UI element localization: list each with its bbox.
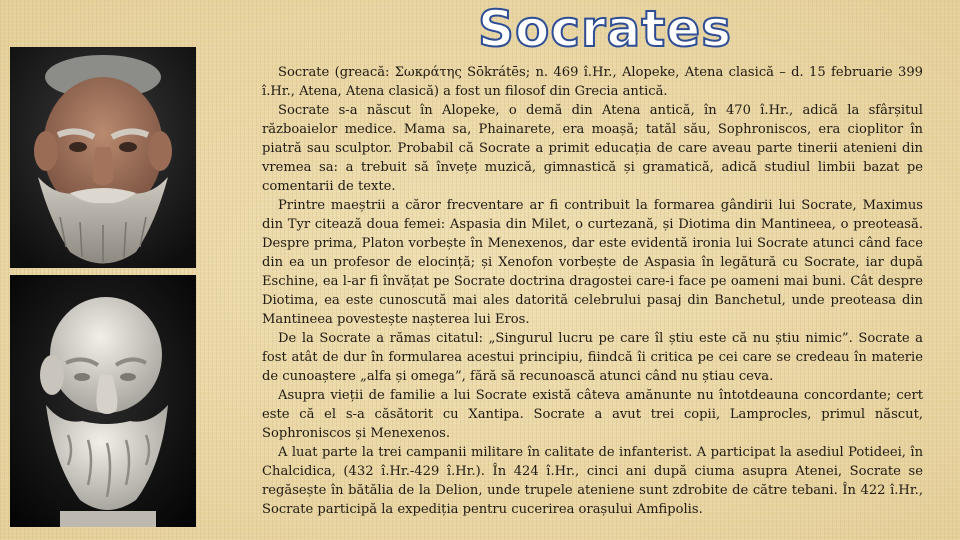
marble-bust-image — [10, 275, 196, 527]
biography-text — [262, 63, 923, 519]
socrates-marble-bust — [10, 275, 196, 527]
page-title: Socrates — [478, 0, 732, 58]
paragraph-birth: Socrate s-a născut în Alopeke, o demă din Atena antică, în 470 î.Hr., adică la sfârșitul războaielor medice. Mama sa, Phainarete, era moașă; tatăl său, Sophroniscos, era cioplitor în piatră sau sculptor. Probabil că Socrate a primit educația de care aveau parte tinerii atenieni din vremea sa: a trebuit să învețe muzică, gimnastică și gramatică, adică studiul limbii bazat pe comentarii de texte. — [262, 103, 923, 194]
paragraph-intro: Socrate (greacă: Σωκράτης Sōkrátēs; n. 469 î.Hr., Alopeke, Atena clasică – d. 15 februarie 399 î.Hr., Atena, Atena clasică) a fost un filosof din Grecia antică. — [262, 65, 923, 99]
paragraph-military: A luat parte la trei campanii militare în calitate de infanterist. A participat la asediul Potideei, în Chalcidica, (432 î.Hr.-429 î.Hr.). În 424 î.Hr., cinci ani după ciuma asupra Atenei, Socrate se regăsește în bătălia de la Delion, unde trupele ateniene sunt zdrobite de către tebani. În 422 î.Hr., Socrate participă la expediția pentru cucerirea orașului Amfipolis. — [262, 445, 923, 517]
face-portrait-image — [10, 47, 196, 268]
paragraph-family: Asupra vieții de familie a lui Socrate există câteva amănunte nu întotdeauna concordante; cert este că el s-a căsătorit cu Xantipa. Socrate a avut trei copii, Lamprocles, primul născut, Sophroniscos și Menexenos. — [262, 388, 923, 441]
paragraph-masters: Printre maeștrii a căror frecventare ar fi contribuit la formarea gândirii lui Socrate, Maximus din Tyr citează doua femei: Aspasia din Milet, o curtezană, și Diotima din Mantineea, o preoteasă. Despre prima, Platon vorbește în Menexenos, dar este evidentă ironia lui Socrate atunci când face din ea un profesor de elocință; și Xenofon vorbește de Aspasia în legătură cu Socrate, iar după Eschine, ea l-ar fi învățat pe Socrate doctrina dragostei care-i face pe oameni mai buni. Cât despre Diotima, ea este cunoscută mai ales datorită celebrului pasaj din Banchetul, unde preoteasa din Mantineea povestește nașterea lui Eros. — [262, 198, 923, 327]
socrates-face-portrait — [10, 47, 196, 268]
paragraph-quote: De la Socrate a rămas citatul: „Singurul lucru pe care îl știu este că nu știu nimic”. Socrate a fost atât de dur în formularea acestui principiu, fiindcă îi critica pe cei care se credeau în materie de cunoaștere „alfa și omega”, fără să recunoască atunci când nu știau ceva. — [262, 331, 923, 384]
